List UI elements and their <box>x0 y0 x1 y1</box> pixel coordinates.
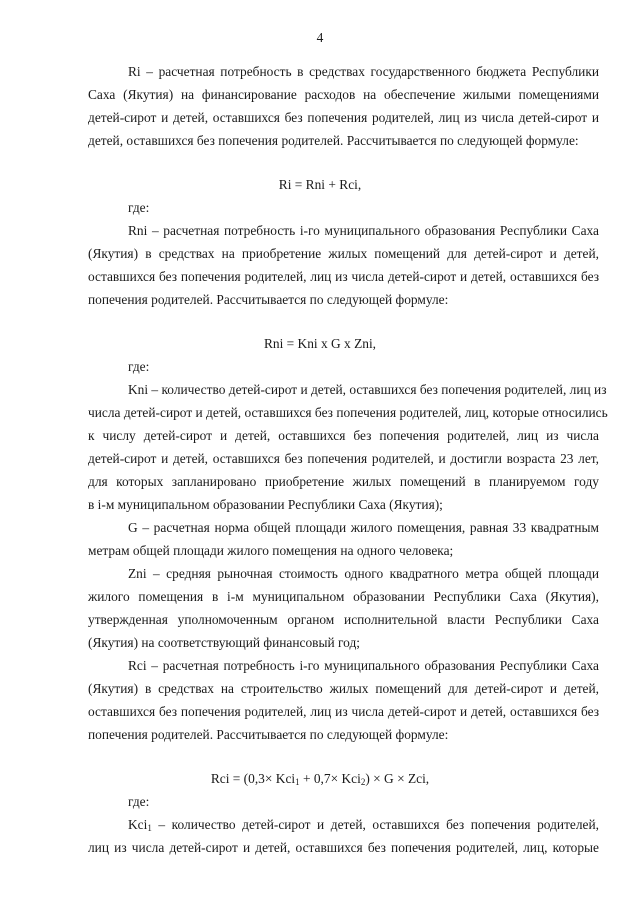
rci-line-3: оставшихся без попечения родителей, лиц из числа детей-сирот и детей, оставшихся без <box>88 704 599 719</box>
rni-line-2: (Якутия) в средствах на приобретение жилых помещений для детей-сирот и детей, <box>88 246 599 261</box>
where-label-2: где: <box>128 359 150 374</box>
formula-rci-rhs: ) × G × Zci, <box>365 771 430 786</box>
rni-line-4: попечения родителей. Рассчитывается по следующей формуле: <box>88 292 449 307</box>
formula-rni: Rni = Kni x G x Zni, <box>263 336 377 351</box>
kni-line-1: Kni – количество детей-сирот и детей, оставшихся без попечения родителей, лиц из <box>128 382 607 397</box>
kci1-term: Kci <box>128 817 148 832</box>
kci1-line-2: лиц из числа детей-сирот и детей, оставшихся без попечения родителей, лиц, которые <box>88 840 599 855</box>
rni-line-1: Rni – расчетная потребность i-го муниципального образования Республики Саха <box>128 223 599 238</box>
kci1-line-1 <box>128 817 599 833</box>
where-label-1: где: <box>128 200 150 215</box>
formula-rci <box>0 771 640 787</box>
page-number: 4 <box>316 30 324 45</box>
kci1-sub: 1 <box>147 823 152 833</box>
ri-line-2: Саха (Якутия) на финансирование расходов на обеспечение жилыми помещениями <box>88 87 599 102</box>
ri-line-4: детей, оставшихся без попечения родителей. Рассчитывается по следующей формуле: <box>88 133 579 148</box>
kni-line-2: числа детей-сирот и детей, оставшихся без попечения родителей, лиц, которые относились <box>88 405 608 420</box>
kni-line-4: детей-сирот и детей, оставшихся без попечения родителей, и достигли возраста 23 лет, <box>88 451 599 466</box>
zni-line-4: (Якутия) на соответствующий финансовый год; <box>88 635 360 650</box>
kni-line-3: к числу детей-сирот и детей, оставшихся без попечения родителей, лиц из числа <box>88 428 599 443</box>
g-line-1: G – расчетная норма общей площади жилого помещения, равная 33 квадратным <box>128 520 599 535</box>
zni-line-1: Zni – средняя рыночная стоимость одного квадратного метра общей площади <box>128 566 599 581</box>
kni-line-5: для которых запланировано приобретение жилых помещений в планируемом году <box>88 474 599 489</box>
formula-ri: Ri = Rni + Rci, <box>278 177 362 192</box>
g-line-2: метрам общей площади жилого помещения на одного человека; <box>88 543 454 558</box>
rni-line-3: оставшихся без попечения родителей, лиц из числа детей-сирот и детей, оставшихся без <box>88 269 599 284</box>
kni-line-6: в i-м муниципальном образовании Республики Саха (Якутия); <box>88 497 443 512</box>
kci1-line-1-rest: – количество детей-сирот и детей, оставшихся без попечения родителей, <box>151 817 599 832</box>
ri-line-1: Ri – расчетная потребность в средствах государственного бюджета Республики <box>128 64 599 79</box>
ri-line-3: детей-сирот и детей, оставшихся без попечения родителей, лиц из числа детей-сирот и <box>88 110 599 125</box>
rci-line-1: Rci – расчетная потребность i-го муниципального образования Республики Саха <box>128 658 599 673</box>
zni-line-3: утвержденная уполномоченным органом исполнительной власти Республики Саха <box>88 612 599 627</box>
formula-rci-mid: + 0,7× Kci <box>299 771 361 786</box>
rci-line-2: (Якутия) в средствах на строительство жилых помещений для детей-сирот и детей, <box>88 681 599 696</box>
formula-rci-sub2: 2 <box>360 777 366 787</box>
where-label-3: где: <box>128 794 150 809</box>
formula-rci-lhs: Rci = (0,3× Kci <box>210 771 296 786</box>
formula-rci-sub1: 1 <box>295 777 300 787</box>
zni-line-2: жилого помещения в i-м муниципальном образовании Республики Саха (Якутия), <box>88 589 599 604</box>
rci-line-4: попечения родителей. Рассчитывается по следующей формуле: <box>88 727 449 742</box>
